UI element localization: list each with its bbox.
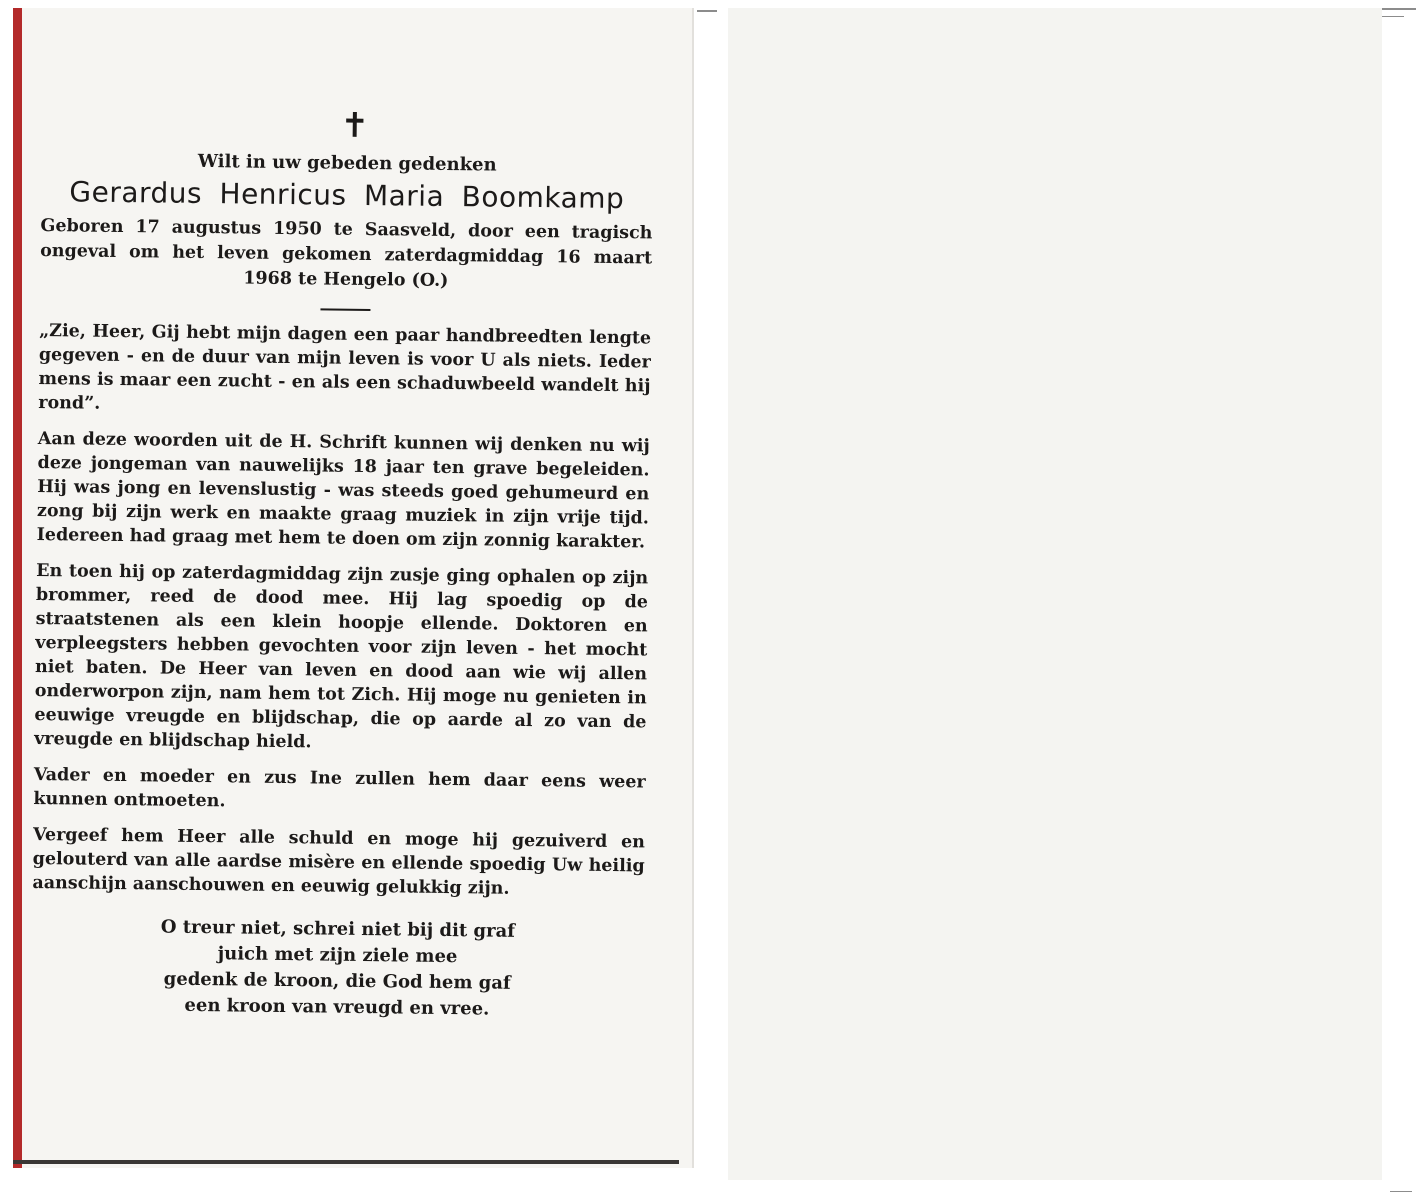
paragraph-accident: En toen hij op zaterdagmiddag zijn zusje ging ophalen op zijn brommer, reed de dood mee. Hij lag spoedig op de straatstenen als een klein hoopje ellende. Doktoren en verpleegsters hebben gevochten voor zijn leven - het mocht niet baten. De Heer van leven en dood aan wie wij allen onderworpon zijn, nam hem tot Zich. Hij moge nu genieten in eeuwige vreugde en blijdschap, die op aarde al zo van de vreugde en blijdschap hield.	[34, 560, 649, 753]
cross-icon: ✝	[340, 105, 370, 146]
memorial-text	[31, 100, 654, 1024]
poem-line: een kroon van vreugd en vree.	[184, 994, 490, 1020]
closing-poem	[31, 913, 644, 1024]
scan-mark	[697, 10, 717, 12]
scan-mark	[1382, 8, 1416, 10]
poem-line: juich met zijn ziele mee	[217, 943, 458, 968]
paragraph-psalm: „Zie, Heer, Gij hebt mijn dagen een paar handbreedten lengte gegeven - en de duur van mijn leven is voor U als niets. Ieder mens is maar een zucht - en als een schaduwbeeld wandelt hij rond”.	[38, 320, 652, 414]
scan-mark	[1382, 16, 1404, 17]
paragraph-life: Aan deze woorden uit de H. Schrift kunnen wij denken nu wij deze jongeman van nauwelijks 18 jaar ten grave begeleiden. Hij was jong en levenslustig - was steeds goed gehumeurd en zong bij zijn werk en maakte graag muziek in zijn vrije tijd. Iedereen had graag met hem te doen om zijn zonnig karakter.	[36, 428, 650, 553]
deceased-name: Gerardus Henricus Maria Boomkamp	[69, 175, 625, 216]
scan-mark	[1390, 1191, 1412, 1192]
intro-line: Wilt in uw gebeden gedenken	[197, 150, 497, 176]
poem-line: gedenk de kroon, die God hem gaf	[163, 968, 511, 994]
paragraph-prayer: Vergeef hem Heer alle schuld en moge hij gezuiverd en gelouterd van alle aardse misère en ellende spoedig Uw heilig aanschijn aanschouwen en eeuwig gelukkig zijn.	[32, 824, 646, 899]
card-back-blank	[728, 8, 1382, 1180]
birth-death-dates: Geboren 17 augustus 1950 te Saasveld, door een tragisch ongeval om het leven gekomen zaterdagmiddag 16 maart 1968 te Hengelo (O.)	[40, 215, 653, 291]
card-bottom-shadow	[13, 1160, 679, 1164]
poem-line: O treur niet, schrei niet bij dit graf	[160, 916, 516, 942]
divider	[320, 308, 370, 311]
paragraph-family: Vader en moeder en zus Ine zullen hem daar eens weer kunnen ontmoeten.	[33, 764, 646, 812]
